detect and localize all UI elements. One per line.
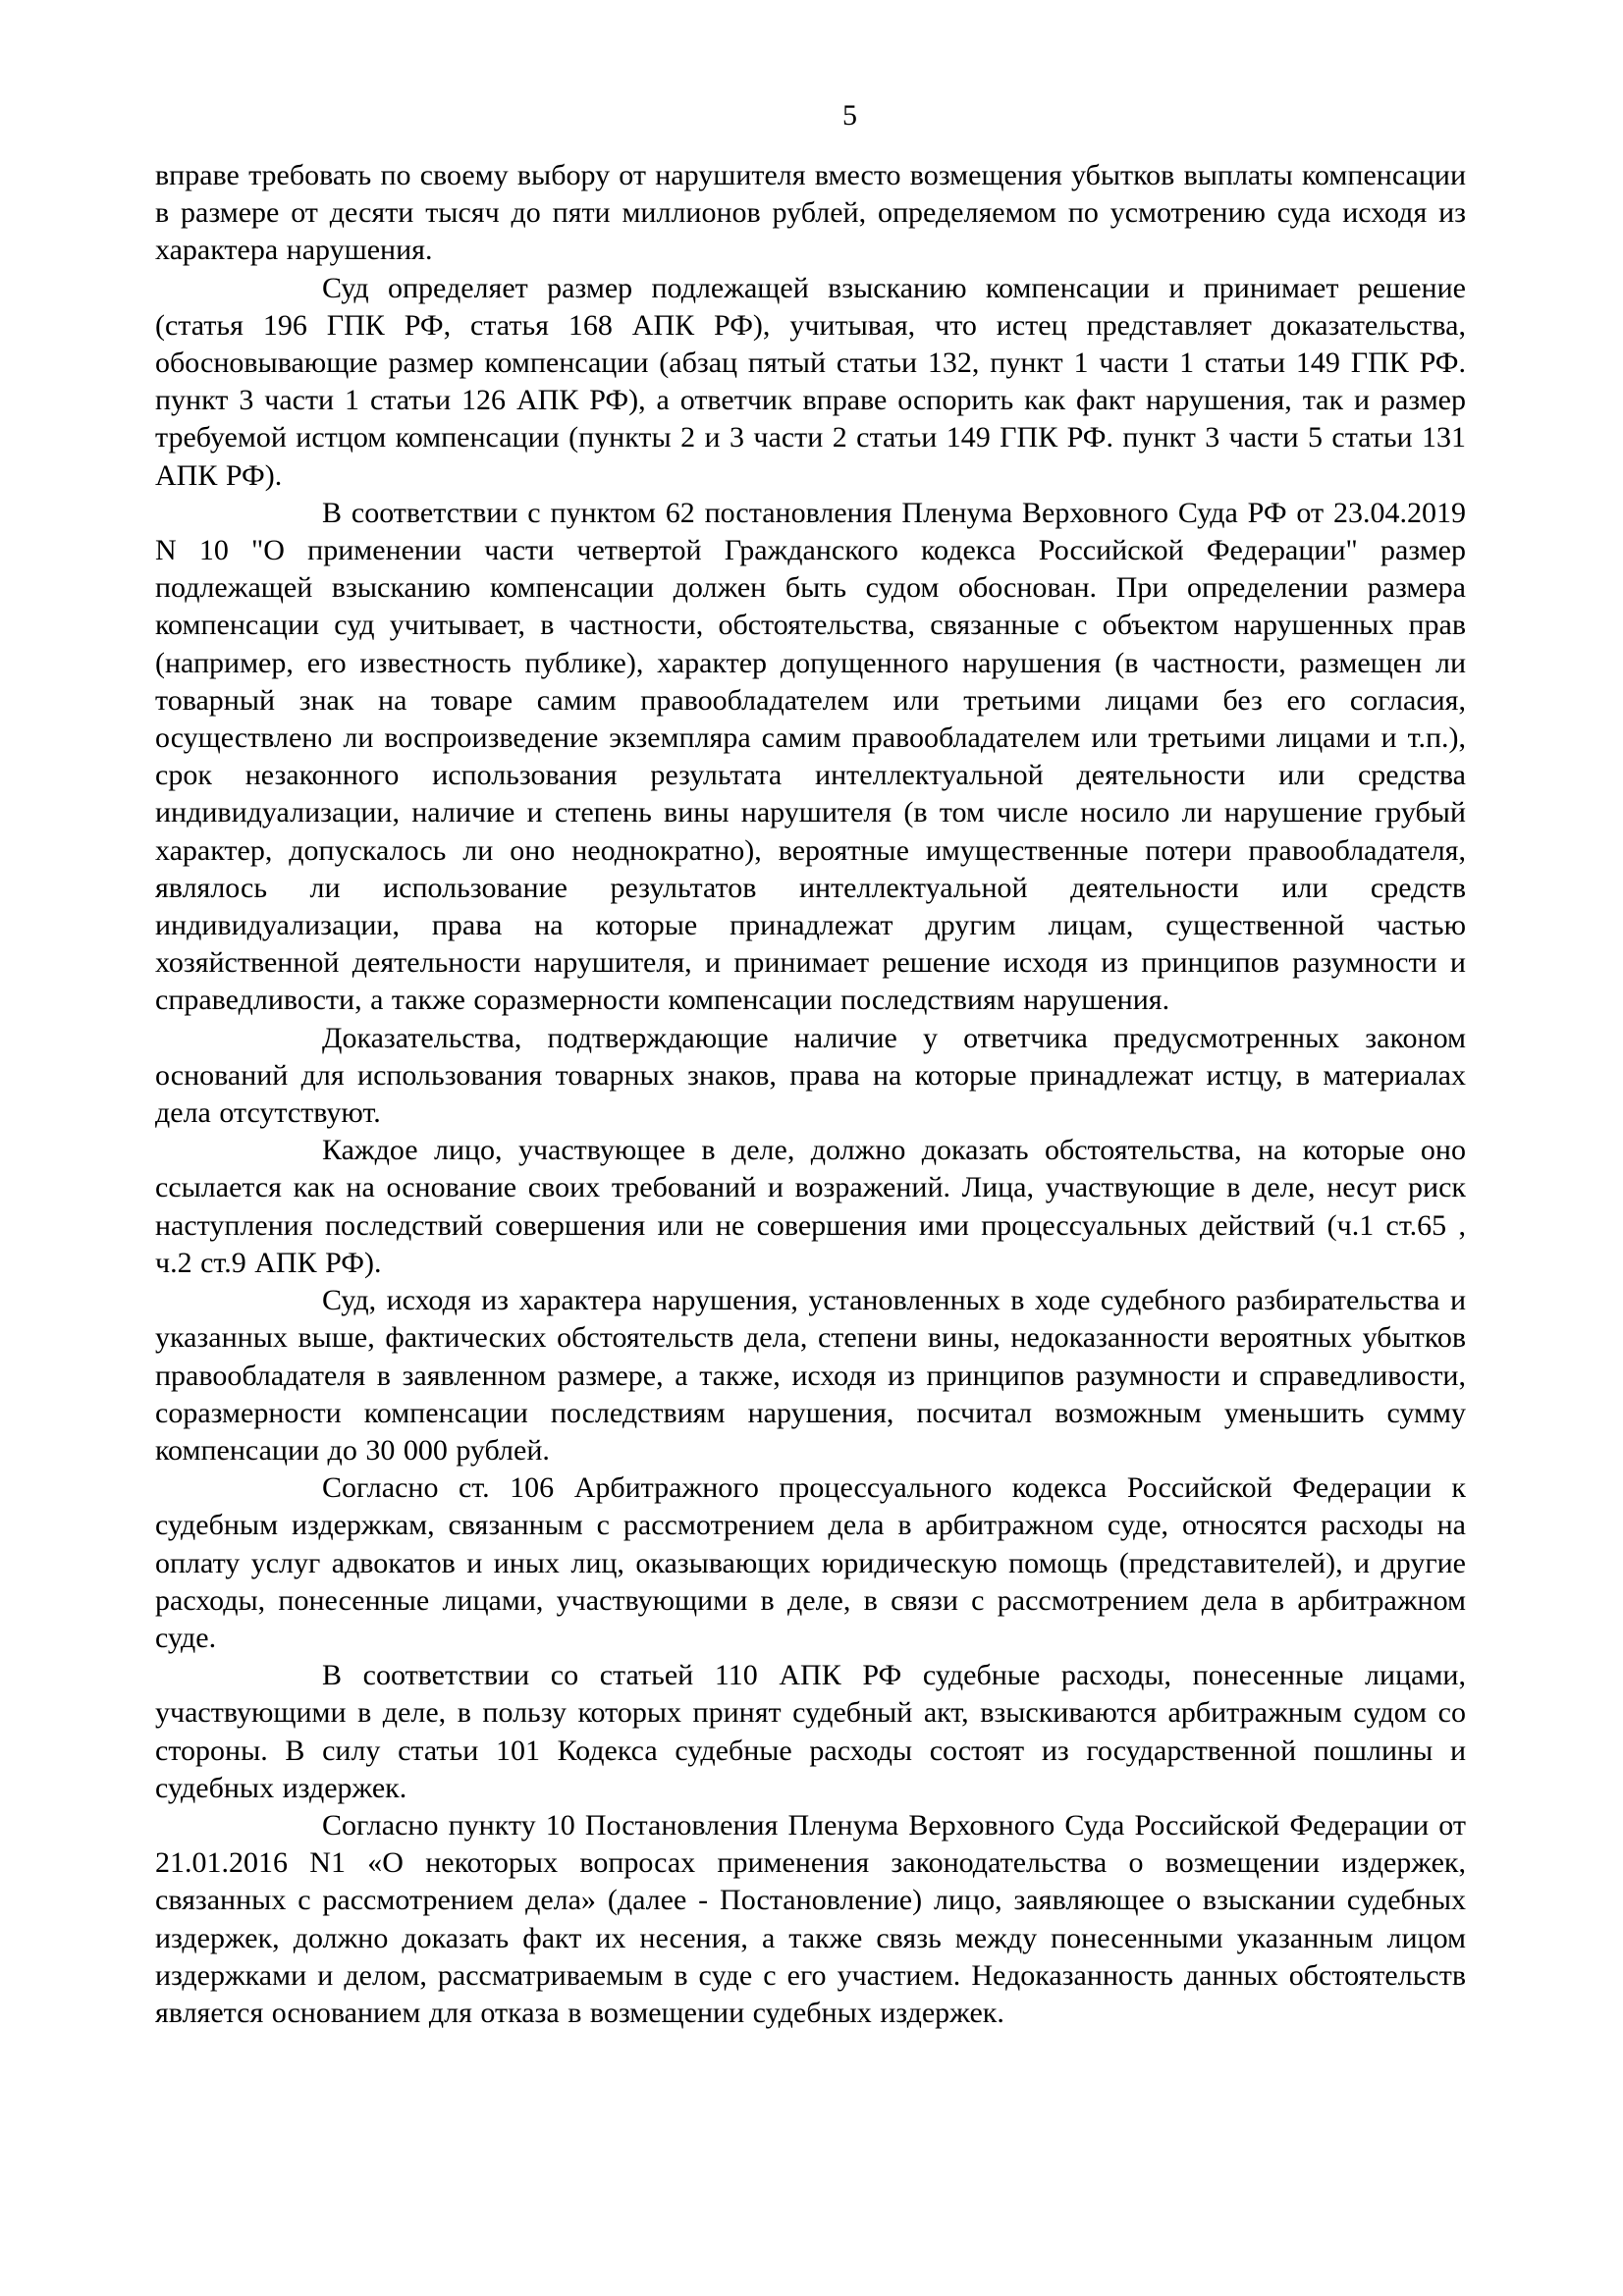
paragraph: вправе требовать по своему выбору от нарушителя вместо возмещения убытков выплаты компенсации в размере от десяти тысяч до пяти миллионов рублей, определяемом по усмотрению суда исходя из характера нарушения. xyxy=(155,159,1466,267)
paragraph: Согласно пункту 10 Постановления Пленума Верховного Суда Российской Федерации от 21.01.2016 N1 «О некоторых вопросах применения законодательства о возмещении издержек, связанных с рассмотрением дела» (далее - Постановление) лицо, заявляющее о взыскании судебных издержек, должно доказать факт их несения, а также связь между понесенными указанным лицом издержками и делом, рассматриваемым в суде с его участием. Недоказанность данных обстоятельств является основанием для отказа в возмещении судебных издержек. xyxy=(155,1808,1466,2029)
paragraph: В соответствии со статьей 110 АПК РФ судебные расходы, понесенные лицами, участвующими в деле, в пользу которых принят судебный акт, взыскиваются арбитражным судом со стороны. В силу статьи 101 Кодекса судебные расходы состоят из государственной пошлины и судебных издержек. xyxy=(155,1659,1466,1804)
paragraph: Доказательства, подтверждающие наличие у ответчика предусмотренных законом оснований для использования товарных знаков, права на которые принадлежат истцу, в материалах дела отсутствуют. xyxy=(155,1021,1466,1130)
paragraph: Каждое лицо, участвующее в деле, должно доказать обстоятельства, на которые оно ссылается как на основание своих требований и возражений. Лица, участвующие в деле, несут риск наступления последствий совершения или не совершения ими процессуальных действий (ч.1 ст.65 , ч.2 ст.9 АПК РФ). xyxy=(155,1134,1466,1279)
paragraph: В соответствии с пунктом 62 постановления Пленума Верховного Суда РФ от 23.04.2019 N 10 "О применении части четвертой Гражданского кодекса Российской Федерации" размер подлежащей взысканию компенсации должен быть судом обоснован. При определении размера компенсации суд учитывает, в частности, обстоятельства, связанные с объектом нарушенных прав (например, его известность публике), характер допущенного нарушения (в частности, размещен ли товарный знак на товаре самим правообладателем или третьими лицами без его согласия, осуществлено ли воспроизведение экземпляра самим правообладателем или третьими лицами и т.п.), срок незаконного использования результата интеллектуальной деятельности или средства индивидуализации, наличие и степень вины нарушителя (в том числе носило ли нарушение грубый характер, допускалось ли оно неоднократно), вероятные имущественные потери правообладателя, являлось ли использование результатов интеллектуальной деятельности или средств индивидуализации, права на которые принадлежат другим лицам, существенной частью хозяйственной деятельности нарушителя, и принимает решение исходя из принципов разумности и справедливости, а также соразмерности компенсации последствиям нарушения. xyxy=(155,496,1466,1017)
page-number: 5 xyxy=(842,99,857,132)
paragraph: Согласно ст. 106 Арбитражного процессуального кодекса Российской Федерации к судебным издержкам, связанным с рассмотрением дела в арбитражном суде, относятся расходы на оплату услуг адвокатов и иных лиц, оказывающих юридическую помощь (представителей), и другие расходы, понесенные лицами, участвующими в деле, в связи с рассмотрением дела в арбитражном суде. xyxy=(155,1471,1466,1654)
paragraph: Суд определяет размер подлежащей взысканию компенсации и принимает решение (статья 196 ГПК РФ, статья 168 АПК РФ), учитывая, что истец представляет доказательства, обосновывающие размер компенсации (абзац пятый статьи 132, пункт 1 части 1 статьи 149 ГПК РФ. пункт 3 части 1 статьи 126 АПК РФ), а ответчик вправе оспорить как факт нарушения, так и размер требуемой истцом компенсации (пункты 2 и 3 части 2 статьи 149 ГПК РФ. пункт 3 части 5 статьи 131 АПК РФ). xyxy=(155,271,1466,492)
document-body xyxy=(155,157,1466,2032)
paragraph: Суд, исходя из характера нарушения, установленных в ходе судебного разбирательства и указанных выше, фактических обстоятельств дела, степени вины, недоказанности вероятных убытков правообладателя в заявленном размере, а также, исходя из принципов разумности и справедливости, соразмерности компенсации последствиям нарушения, посчитал возможным уменьшить сумму компенсации до 30 000 рублей. xyxy=(155,1284,1466,1467)
